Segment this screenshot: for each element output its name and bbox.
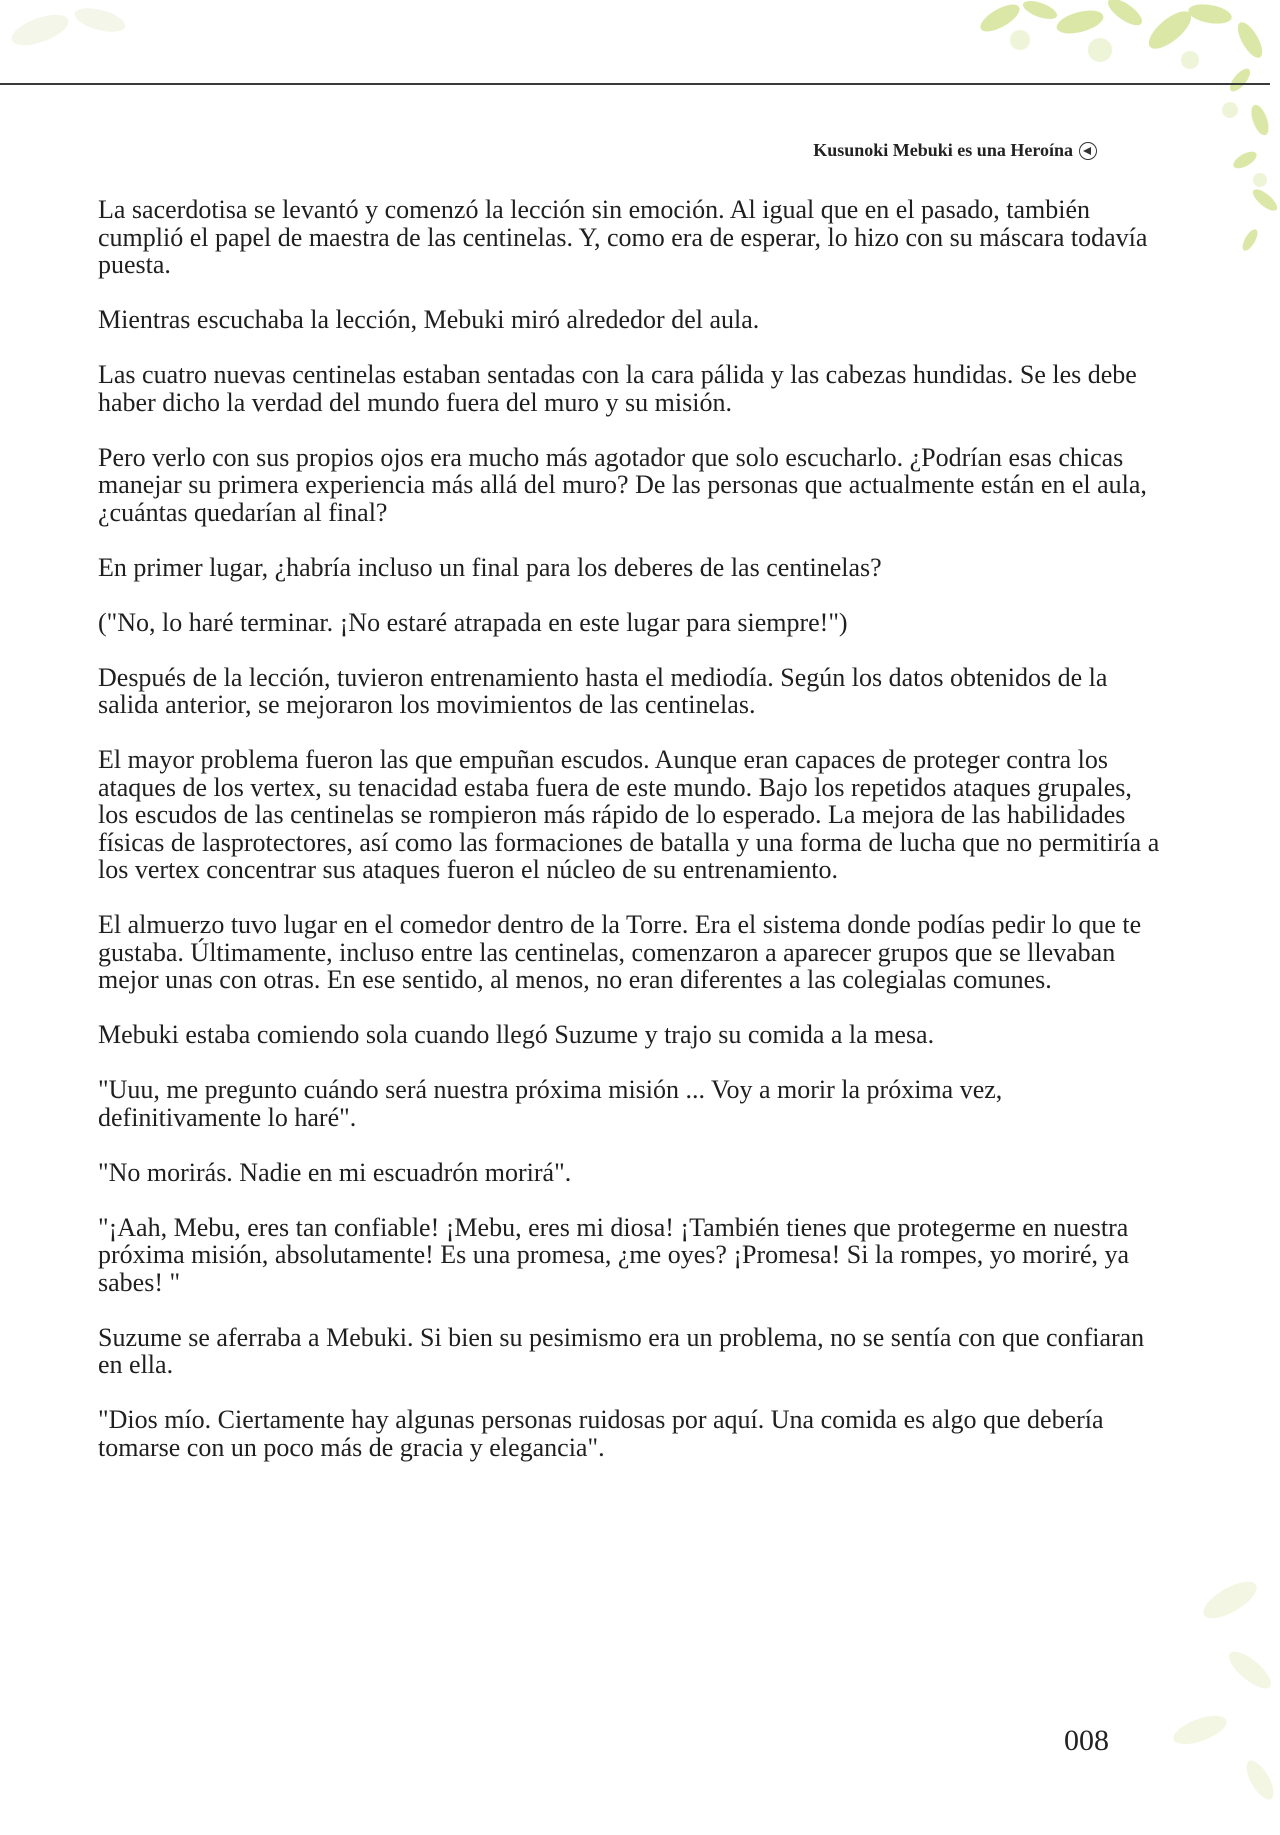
paragraph: En primer lugar, ¿habría incluso un final para los deberes de las centinelas? xyxy=(98,552,882,582)
running-header xyxy=(813,140,1097,161)
page-number: 008 xyxy=(1064,1724,1109,1757)
paragraph: El almuerzo tuvo lugar en el comedor dentro de la Torre. Era el sistema donde podías pedir lo que te gustaba. Últimamente, incluso entre las centinelas, comenzaron a aparecer grupos que se llevaban mejor unas con otras. En ese sentido, al menos, no eran diferentes a las colegialas comunes. xyxy=(98,910,1142,994)
paragraph: ("No, lo haré terminar. ¡No estaré atrapada en este lugar para siempre!") xyxy=(98,607,848,637)
paragraph: Suzume se aferraba a Mebuki. Si bien su pesimismo era un problema, no se sentía con que confiaran en ella. xyxy=(98,1322,1145,1379)
paragraph: Mebuki estaba comiendo sola cuando llegó Suzume y trajo su comida a la mesa. xyxy=(98,1020,935,1049)
paragraph: "Dios mío. Ciertamente hay algunas personas ruidosas por aquí. Una comida es algo que debería tomarse con un poco más de gracia y elegancia". xyxy=(98,1405,1104,1462)
paragraph: Después de la lección, tuvieron entrenamiento hasta el mediodía. Según los datos obtenidos de la salida anterior, se mejoraron los movimientos de las centinelas. xyxy=(98,662,1108,719)
paragraph: La sacerdotisa se levantó y comenzó la lección sin emoción. Al igual que en el pasado, también cumplió el papel de maestra de las centinelas. Y, como era de esperar, lo hizo con su máscara todavía puesta. xyxy=(98,195,1148,279)
body-text xyxy=(98,196,1168,1489)
leaf-decoration-bottom-right xyxy=(1080,1560,1280,1835)
header-rule xyxy=(0,83,1270,85)
arrow-left-circle-icon xyxy=(1079,142,1097,160)
leaf-decoration-top-left xyxy=(0,0,160,80)
running-title: Kusunoki Mebuki es una Heroína xyxy=(813,140,1073,160)
paragraph: El mayor problema fueron las que empuñan escudos. Aunque eran capaces de proteger contra los ataques de los vertex, su tenacidad estaba fuera de este mundo. Bajo los repetidos ataques grupales, los escudos de las centinelas se rompieron más rápido de lo esperado. La mejora de las habilidades físicas de lasprotectores, así como las formaciones de batalla y una forma de lucha que no permitiría a los vertex concentrar sus ataques fueron el núcleo de su entrenamiento. xyxy=(98,745,1160,884)
paragraph: "No morirás. Nadie en mi escuadrón morirá". xyxy=(98,1157,572,1187)
paragraph: Las cuatro nuevas centinelas estaban sentadas con la cara pálida y las cabezas hundidas. Se les debe haber dicho la verdad del mundo fuera del muro y su misión. xyxy=(98,360,1137,417)
paragraph: Pero verlo con sus propios ojos era mucho más agotador que solo escucharlo. ¿Podrían esas chicas manejar su primera experiencia más allá del muro? De las personas que actualmente están en el aula, ¿cuántas quedarían al final? xyxy=(98,442,1147,527)
paragraph: "¡Aah, Mebu, eres tan confiable! ¡Mebu, eres mi diosa! ¡También tienes que protegerme en nuestra próxima misión, absolutamente! Es una promesa, ¿me oyes? ¡Promesa! Si la rompes, yo moriré, ya sabes! " xyxy=(98,1212,1130,1297)
paragraph: "Uuu, me pregunto cuándo será nuestra próxima misión ... Voy a morir la próxima vez, definitivamente lo haré". xyxy=(98,1075,1003,1132)
paragraph: Mientras escuchaba la lección, Mebuki miró alrededor del aula. xyxy=(98,305,760,334)
